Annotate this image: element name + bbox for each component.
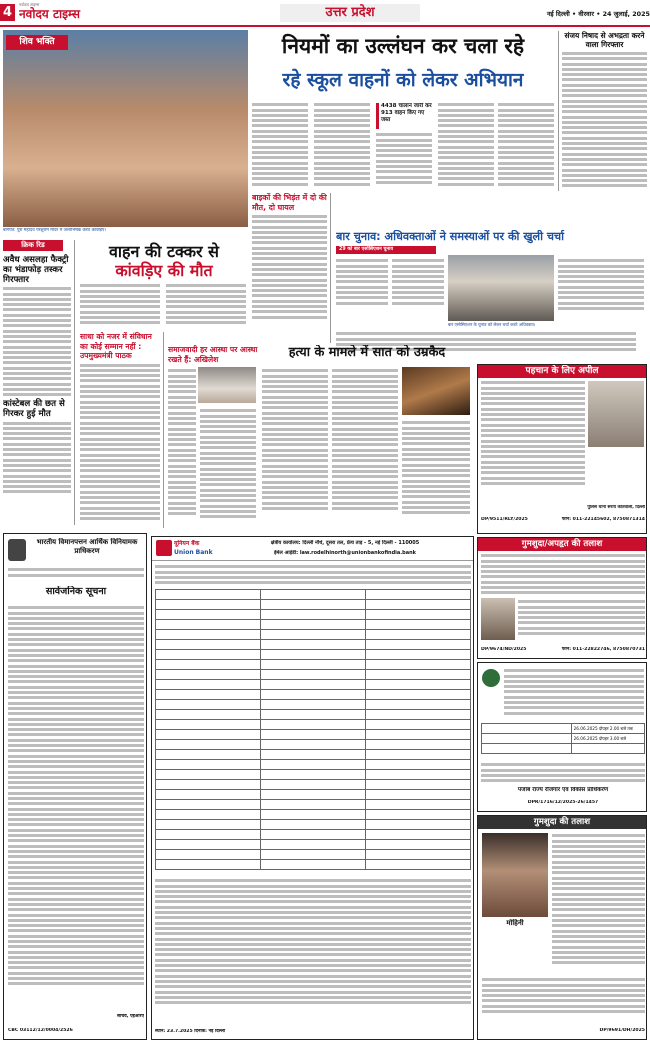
union-bank-terms (155, 877, 471, 1027)
gumshuda-body (481, 552, 645, 596)
arms-factory-body (3, 287, 71, 396)
lead-sub-box (376, 103, 432, 129)
lead-sub-text: 4438 चालान जारी कर 913 वाहन किए गए जब्त (381, 103, 432, 123)
samaj-headline: समाजवादी हर आस्था पर आस्था रखते हैं: अखिलेश (168, 345, 258, 364)
sanjay-headline: संजय निषाद से अभद्रता करने वाला गिरफ्तार (564, 31, 645, 49)
accident-headline-2: कांवड़िए की मौत (115, 261, 213, 280)
union-bank-name: यूनियन बैंक (174, 540, 200, 547)
bar-headline: बार चुनाव: अधिवक्ताओं ने समस्याओं पर की खुली चर्चा (336, 230, 564, 243)
missing-ad (477, 815, 647, 1040)
missing-title-bar (478, 816, 646, 829)
hatya-story (262, 345, 472, 525)
missing-code: DP/9691/DH/2025 (599, 1028, 645, 1033)
missing-name: मोहिनी (506, 919, 524, 927)
pehchaan-ad (477, 364, 647, 534)
samaj-body-2 (200, 407, 256, 527)
missing-body (552, 832, 645, 972)
baiks-body (252, 215, 327, 319)
crime-column (3, 240, 75, 525)
accident-headline-1: वाहन की टक्कर से (109, 242, 219, 261)
pehchaan-code: DP/9511/RLY/2025 (481, 517, 528, 522)
rojgar-body (504, 667, 644, 717)
shiv-bhakti-label: शिव भक्ति (6, 35, 68, 50)
union-bank-intro (155, 563, 471, 587)
lead-col-5 (498, 101, 554, 191)
sadhu-headline: साधा को नजर में संविधान का कोई सम्मान नहीं : उपमुख्यमंत्री पाठक (80, 332, 152, 360)
bar-photo-caption: बार एसोसिएशन के चुनाव को लेकर चर्चा करते अधिवक्ता। (448, 322, 536, 327)
gavel-photo (402, 367, 470, 415)
baiks-story (252, 193, 331, 343)
edition-dateline: नई दिल्ली • वीरवार • 24 जुलाई, 2025 (546, 10, 650, 18)
rojgar-title: पंजाब राज्य रोजगार एवं विकास प्राधिकरण (517, 787, 609, 793)
rojgar-ad (477, 662, 647, 812)
edition: नई दिल्ली (546, 10, 570, 18)
aera-emblem (8, 539, 26, 561)
accident-col-2 (166, 282, 246, 328)
gumshuda-title: गुमशुदा/अपहृत की तलाश (478, 538, 646, 551)
union-bank-name-en: Union Bank (174, 549, 213, 556)
rojgar-body-2 (481, 761, 645, 783)
hatya-col-3 (402, 419, 470, 522)
accident-story (80, 242, 248, 328)
rojgar-date-1: 26.06.2025 दोपहर 2.00 बजे तक (571, 724, 644, 734)
sadhu-body (80, 364, 160, 521)
pehchaan-title: पहचान के लिए अपील (478, 365, 646, 378)
lead-col-3 (376, 131, 432, 191)
masthead (0, 0, 650, 27)
bar-col-3 (558, 257, 644, 317)
gumshuda-code: DP/9674/ND/2025 (481, 647, 527, 652)
day: वीरवार (578, 10, 595, 18)
kanwar-photo (3, 30, 248, 227)
samaj-story (168, 345, 258, 528)
constable-body (3, 422, 71, 494)
lead-headline-1: नियमों का उल्लंघन कर चला रहे (281, 34, 525, 58)
paper-logo: नवोदय टाइम्स (19, 7, 81, 21)
gumshuda-photo (481, 598, 515, 640)
section-title: उत्तर प्रदेश (325, 5, 375, 20)
bar-sub: 29 को बार एसोसिएशन चुनाव (336, 246, 436, 254)
aera-notice (3, 533, 147, 1040)
aera-address (8, 566, 144, 582)
sanjay-story (558, 31, 647, 191)
shiv-bhakti-block (3, 30, 248, 237)
pehchaan-photo (588, 381, 644, 447)
sadhu-story (80, 332, 164, 528)
arms-factory-headline: अवैध असलहा फैक्ट्री का भंडाफोड़ तस्कर गिरफ्तार (3, 255, 69, 285)
aera-footer: CBC 03112/12/0004/2526 (8, 1028, 73, 1033)
rojgar-date-2: 26.06.2025 दोपहर 3.00 बजे (571, 734, 644, 744)
missing-photo (482, 833, 548, 917)
bar-photo (448, 255, 554, 321)
hatya-col-2 (332, 367, 398, 522)
gumshuda-phone: फोन: 011-22822746, 8750870731 (561, 647, 645, 652)
rojgar-logo (482, 669, 500, 687)
accident-col-1 (80, 282, 160, 328)
paper-name (19, 2, 139, 25)
lead-col-2 (314, 101, 370, 191)
missing-body-2 (482, 976, 645, 1020)
constable-headline: कांस्टेबल की छत से गिरकर हुई मौत (3, 399, 65, 420)
gumshuda-ad (477, 537, 647, 659)
pehchaan-phone: फोन: 011-22145602, 8750871314 (561, 517, 645, 522)
union-bank-header (152, 537, 473, 561)
auction-table (155, 589, 471, 870)
sanjay-body (562, 52, 647, 187)
lead-headline-2: रहे स्कूल वाहनों को लेकर अभियान (282, 69, 524, 91)
aera-title: भारतीय विमानपत्तन आर्थिक विनियामक प्राधिकरण (36, 538, 138, 555)
bar-story (336, 230, 647, 360)
lead-col-4 (438, 101, 494, 191)
photo-caption: बागपत: पुरा महादेव परशुराम मंदिर में जलाभिषेक करते कांवड़िए। (3, 228, 107, 233)
page-number: 4 (0, 4, 15, 21)
union-bank-logo-icon (156, 540, 172, 556)
lead-col-1 (252, 101, 308, 191)
union-bank-address: क्षेत्रीय कार्यालय: दिल्ली नॉर्थ, दूसरा तल, फ्रेंच ताइ - 5, नई दिल्ली - 110005 (270, 540, 420, 546)
hatya-headline: हत्या के मामले में सात को उम्रकैद (288, 345, 446, 360)
pehchaan-footer: पुलिस थाना सराय कोतवाली, दिल्ली (587, 505, 645, 510)
date: 24 जुलाई, 2025 (602, 10, 650, 18)
bar-col-1 (336, 257, 388, 309)
samaj-body (168, 367, 196, 527)
akhilesh-photo (198, 367, 256, 403)
aera-notice-title: सार्वजनिक सूचना (45, 586, 107, 597)
bar-col-2 (392, 257, 444, 309)
hatya-col-1 (262, 367, 328, 522)
union-bank-ad (151, 536, 474, 1040)
pehchaan-body (481, 379, 585, 499)
union-bank-footer: स्थान: 23.7.2025 दिनांक: नई दिल्ली (155, 1029, 226, 1034)
gumshuda-body-2 (518, 598, 645, 640)
rojgar-dates-table (481, 723, 645, 754)
section-banner (280, 4, 420, 22)
paper-tagline: नवोदय टाइम्स (19, 2, 40, 7)
aera-body (8, 604, 144, 1004)
aera-sign: सचिव, एईआरए (116, 1014, 144, 1019)
lead-story (252, 31, 554, 191)
baiks-headline: बाइकों की भिड़ंत में दो की मौत, दो घायल (252, 193, 327, 212)
missing-title: गुमशुदा की तलाश (533, 817, 591, 827)
rojgar-code: DPR/1716/12/2025-26/1457 (527, 800, 599, 805)
union-bank-email: ईमेल आईडी: law.rodelhinorth@unionbankofindia.bank (273, 550, 417, 556)
crime-tag: क्रिक रिड (3, 240, 63, 251)
